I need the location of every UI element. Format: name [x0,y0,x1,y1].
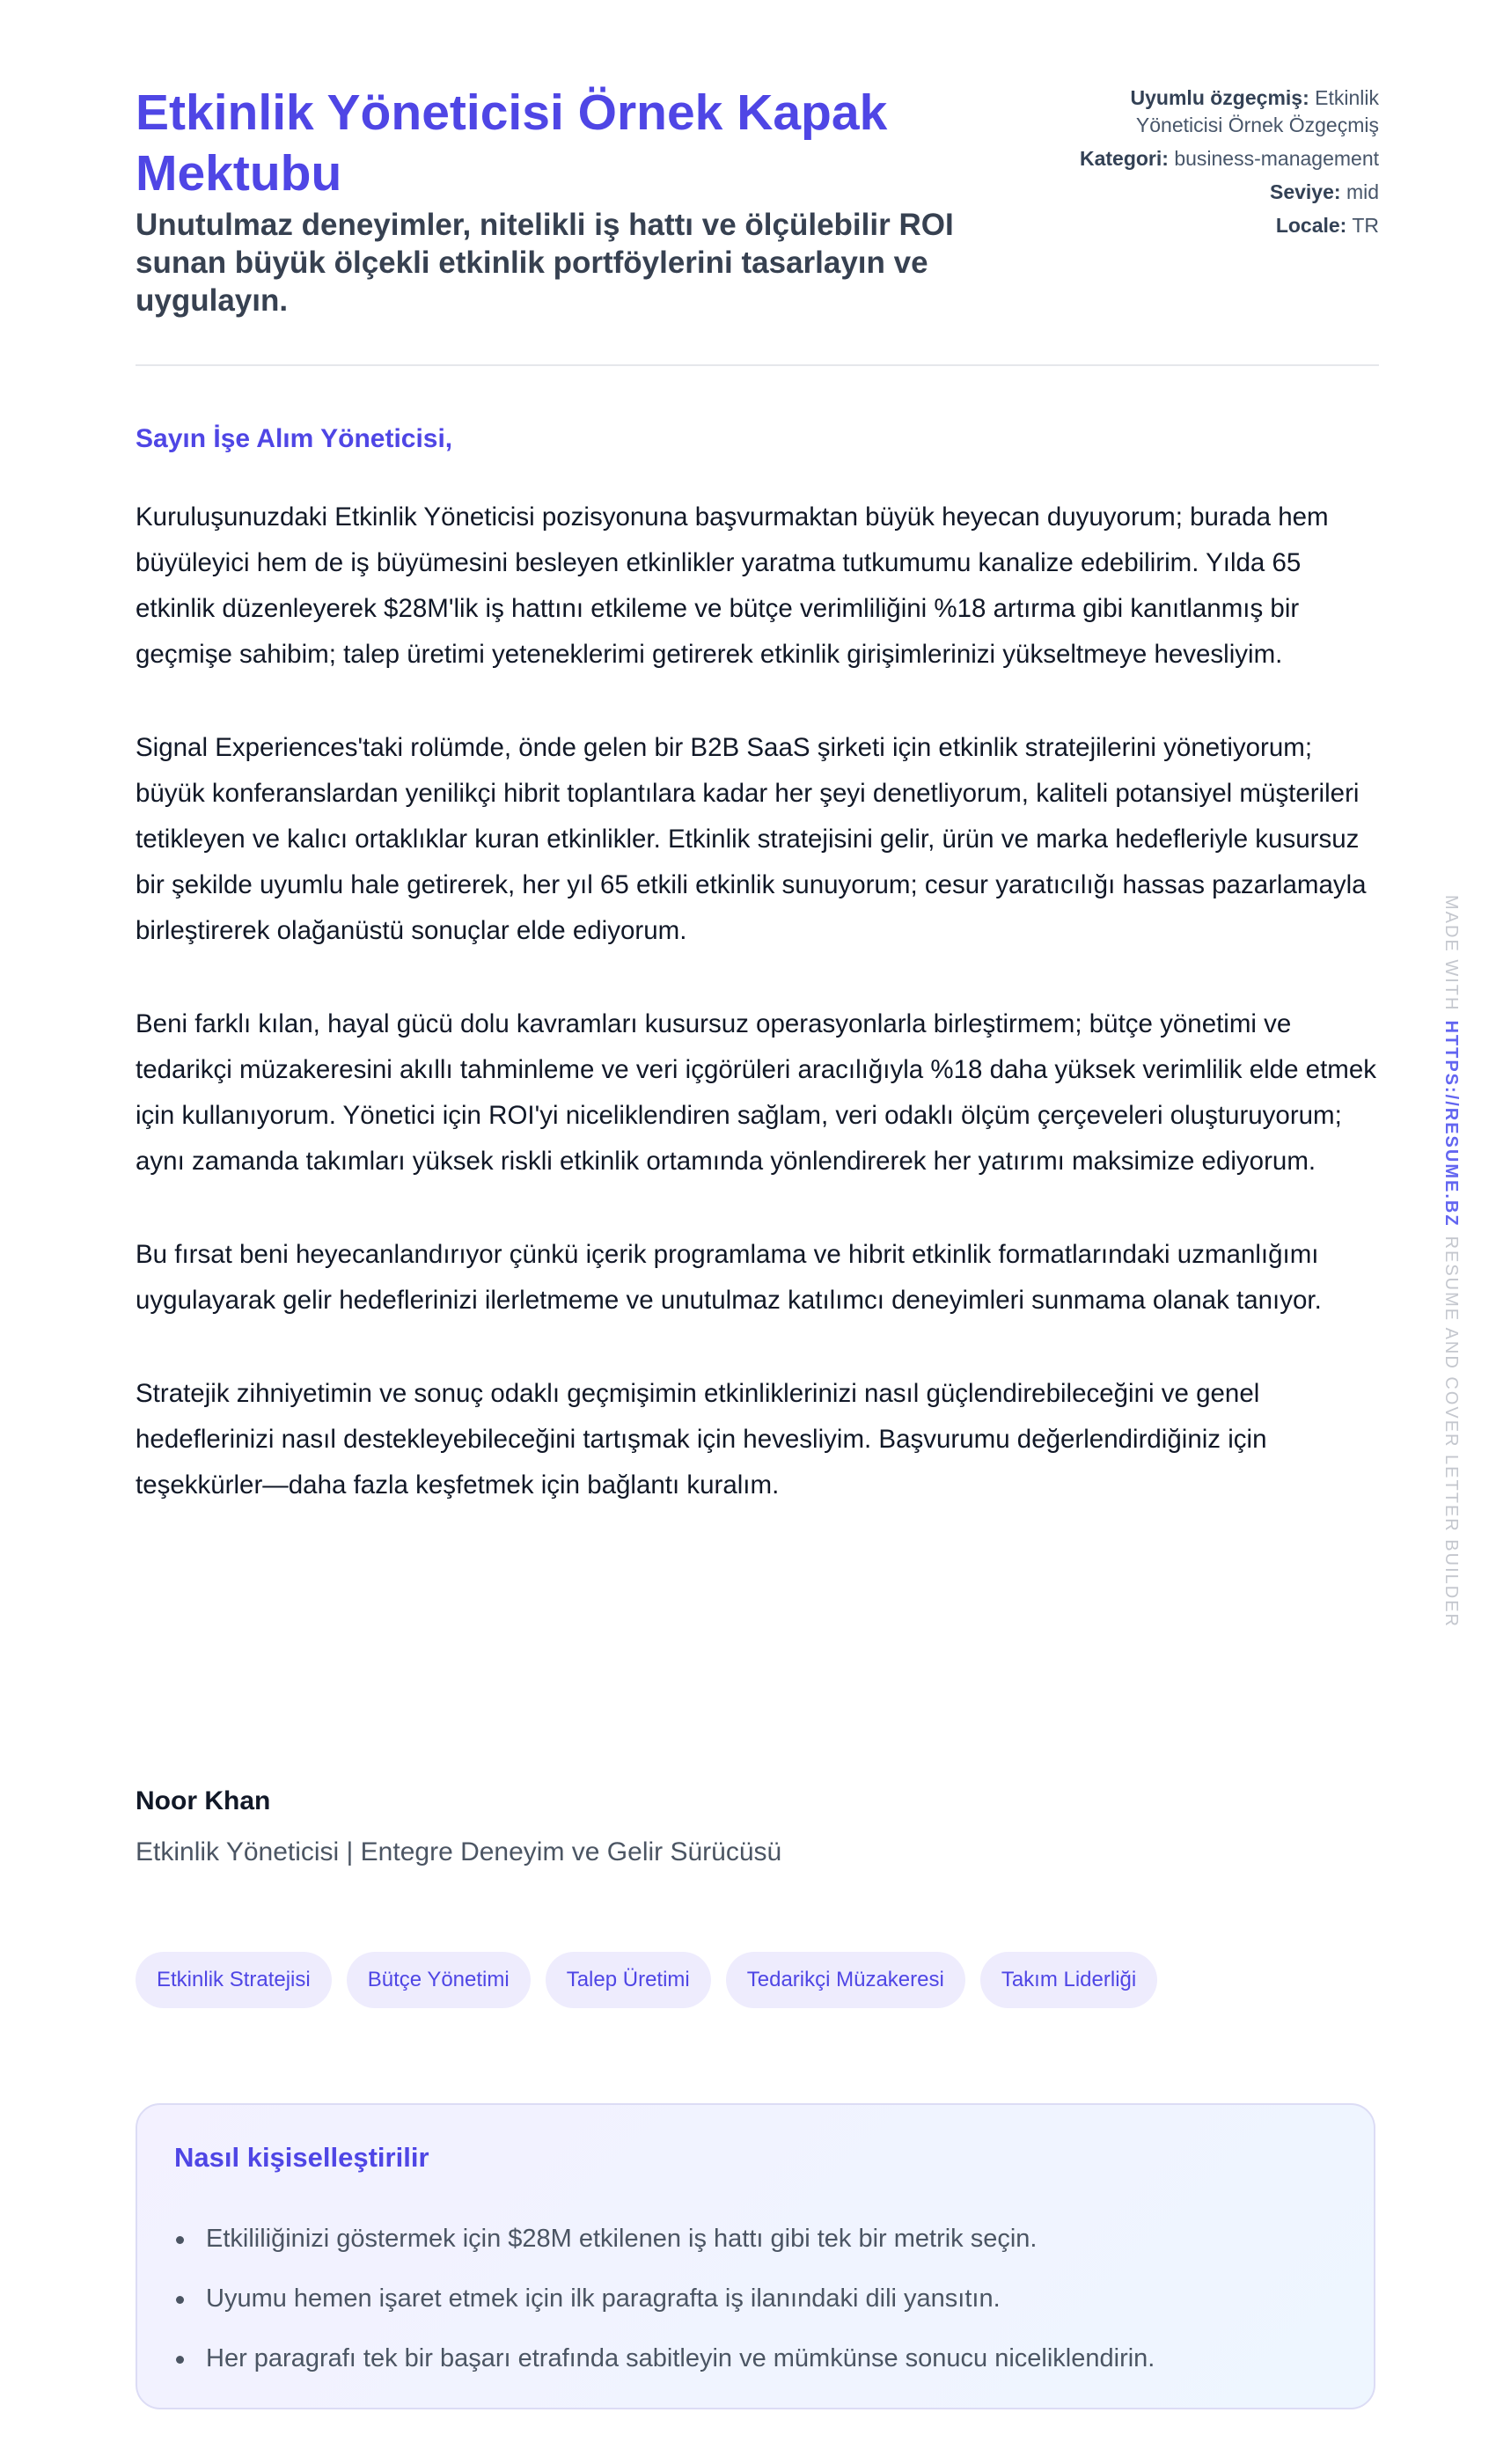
meta-level: Seviye: mid [1269,180,1379,203]
tip-item: Uyumu hemen işaret etmek için ilk paragrafta iş ilanındaki dili yansıtın. [174,2269,1155,2328]
page-subtitle: Unutulmaz deneyimler, nitelikli iş hattı ve ölçülebilir ROI sunan büyük ölçekli etkinlik portföylerini tasarlayın ve uygulayın. [136,208,954,318]
tip-item: Etkililiğinizi göstermek için $28M etkilenen iş hattı gibi tek bir metrik seçin. [174,2209,1155,2269]
watermark-link[interactable]: HTTPS://RESUME.BZ [1441,1020,1461,1228]
personalization-tips [136,2103,1375,2409]
skill-tag: Talep Üretimi [546,1952,711,2008]
meta-category: Kategori: business-management [1079,147,1379,170]
watermark: MADE WITHHTTPS://RESUME.BZRESUME AND COVER LETTER BUILDER [1441,895,1461,1628]
tips-list [174,2209,1155,2388]
meta-info [1062,84,1379,246]
cover-letter-page [136,0,1379,2372]
skill-tag: Tedarikçi Müzakeresi [726,1952,965,2008]
meta-locale: Locale: TR [1275,214,1379,237]
paragraph: Bu fırsat beni heyecanlandırıyor çünkü içerik programlama ve hibrit etkinlik formatlarındaki uzmanlığımı uygulayarak gelir hedeflerinizi ilerletmeme ve unutulmaz katılımcı deneyimleri sunmama olanak tanıyor. [136,1240,1322,1315]
paragraph: Signal Experiences'taki rolümde, önde gelen bir B2B SaaS şirketi için etkinlik stratejilerini yönetiyorum; büyük konferanslardan yenilikçi hibrit toplantılara kadar her şeyi denetliyorum, kaliteli potansiyel müşterileri tetikleyen ve kalıcı ortaklıklar kuran etkinlikler. Etkinlik stratejisini gelir, ürün ve marka hedefleriyle kusursuz bir şekilde uyumlu hale getirerek, her yıl 65 etkili etkinlik sunuyorum; cesur yaratıcılığı hassas pazarlamayla birleştirerek olağanüstü sonuçlar elde ediyorum. [136,733,1367,945]
signature-title: Etkinlik Yöneticisi | Entegre Deneyim ve Gelir Sürücüsü [136,1837,782,1866]
skill-tags [136,1952,1157,2008]
skill-tag: Takım Liderliği [980,1952,1157,2008]
paragraph: Beni farklı kılan, hayal gücü dolu kavramları kusursuz operasyonlarla birleştirmem; bütçe yönetimi ve tedarikçi müzakeresini akıllı tahminleme ve veri içgörüleri aracılığıyla %18 daha yüksek verimlilik elde etmek için kullanıyorum. Yönetici için ROI'yi niceliklendiren sağlam, veri odaklı ölçüm çerçeveleri oluşturuyorum; aynı zamanda takımları yüksek riskli etkinlik ortamında yönlendirerek her yatırımı maksimize ediyorum. [136,1009,1377,1176]
salutation: Sayın İşe Alım Yöneticisi, [136,424,453,453]
signature-name: Noor Khan [136,1786,271,1815]
skill-tag: Etkinlik Stratejisi [136,1952,332,2008]
paragraph: Stratejik zihniyetimin ve sonuç odaklı geçmişimin etkinliklerinizi nasıl güçlendirebileceğini ve genel hedeflerinizi nasıl destekleyebileceğini tartışmak için hevesliyim. Başvurumu değerlendirdiğiniz için teşekkürler—daha fazla keşfetmek için bağlantı kuralım. [136,1379,1267,1500]
letter-body [136,495,1379,1556]
skill-tag: Bütçe Yönetimi [347,1952,531,2008]
meta-resume: Uyumlu özgeçmiş: Etkinlik Yöneticisi Örnek Özgeçmiş [1130,86,1379,136]
letter-header [136,0,1379,366]
tip-item: Her paragrafı tek bir başarı etrafında sabitleyin ve mümkünse sonucu niceliklendirin. [174,2328,1155,2388]
paragraph: Kuruluşunuzdaki Etkinlik Yöneticisi pozisyonuna başvurmaktan büyük heyecan duyuyorum; burada hem büyüleyici hem de iş büyümesini besleyen etkinlikler yaratma tutkumumu kanalize edebilirim. Yılda 65 etkinlik düzenleyerek $28M'lik iş hattını etkileme ve bütçe verimliliğini %18 artırma gibi kanıtlanmış bir geçmişe sahibim; talep üretimi yeteneklerimi getirerek etkinlik girişimlerinizi yükseltmeye hevesliyim. [136,502,1329,669]
page-title: Etkinlik Yöneticisi Örnek Kapak Mektubu [136,84,888,202]
tips-title: Nasıl kişiselleştirilir [174,2142,429,2173]
